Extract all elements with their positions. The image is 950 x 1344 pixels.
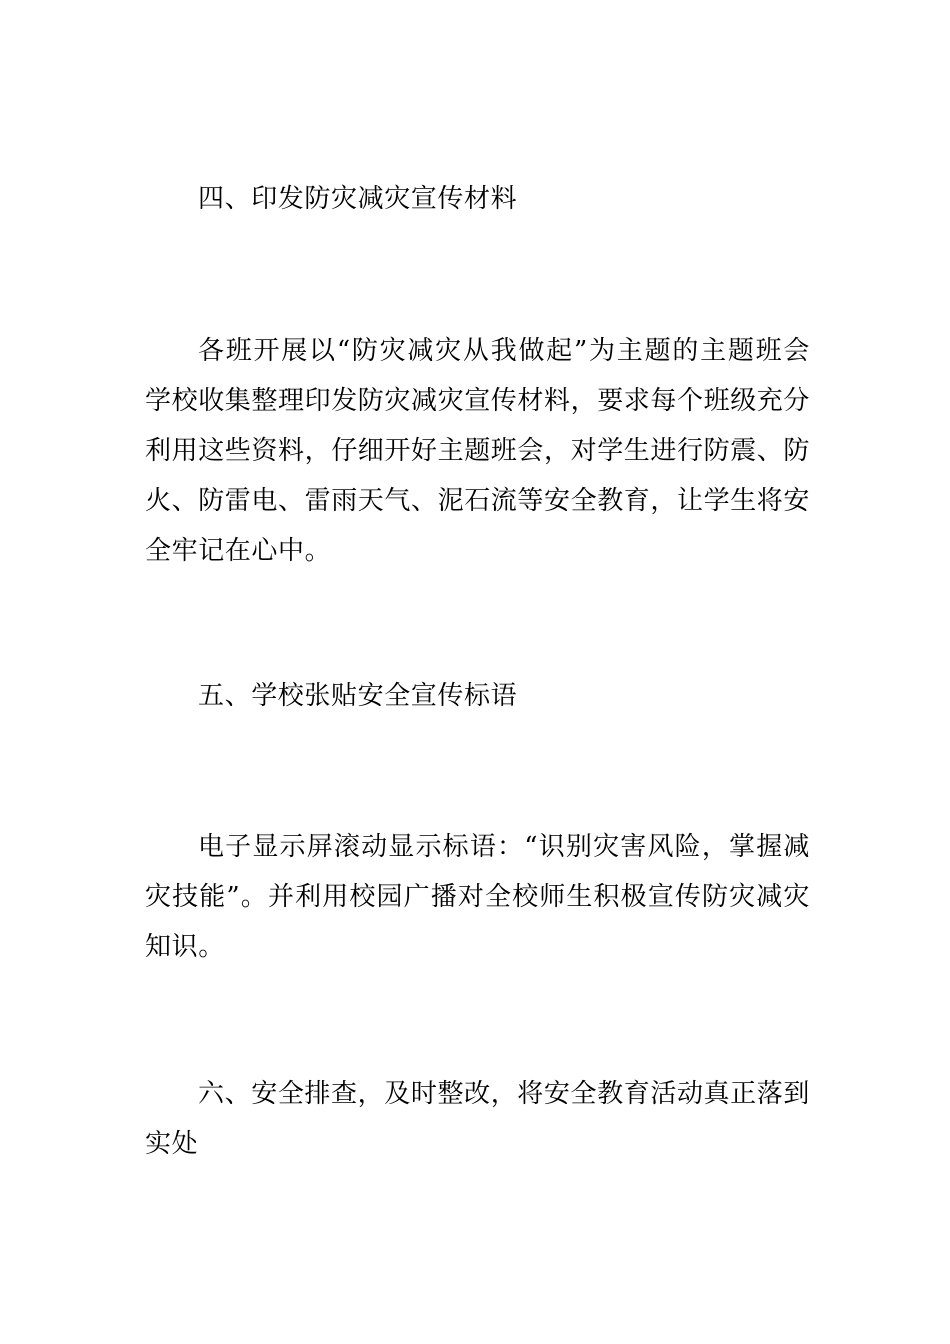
section-paragraph-5: 电子显示屏滚动显示标语：“识别灾害风险，掌握减灾技能”。并利用校园广播对全校师生积极宣传防灾减灾知识。 <box>145 832 810 962</box>
section-paragraph-4: 各班开展以“防灾减灾从我做起”为主题的主题班会学校收集整理印发防灾减灾宣传材料，要求每个班级充分利用这些资料，仔细开好主题班会，对学生进行防震、防火、防雷电、雷雨天气、泥石流等安全教育，让学生将安全牢记在心中。 <box>145 336 811 566</box>
section-heading-5: 五、学校张贴安全宣传标语 <box>198 681 518 711</box>
section-heading-6: 六、安全排查，及时整改，将安全教育活动真正落到实处 <box>145 1079 810 1159</box>
section-heading-4: 四、印发防灾减灾宣传材料 <box>198 184 518 214</box>
